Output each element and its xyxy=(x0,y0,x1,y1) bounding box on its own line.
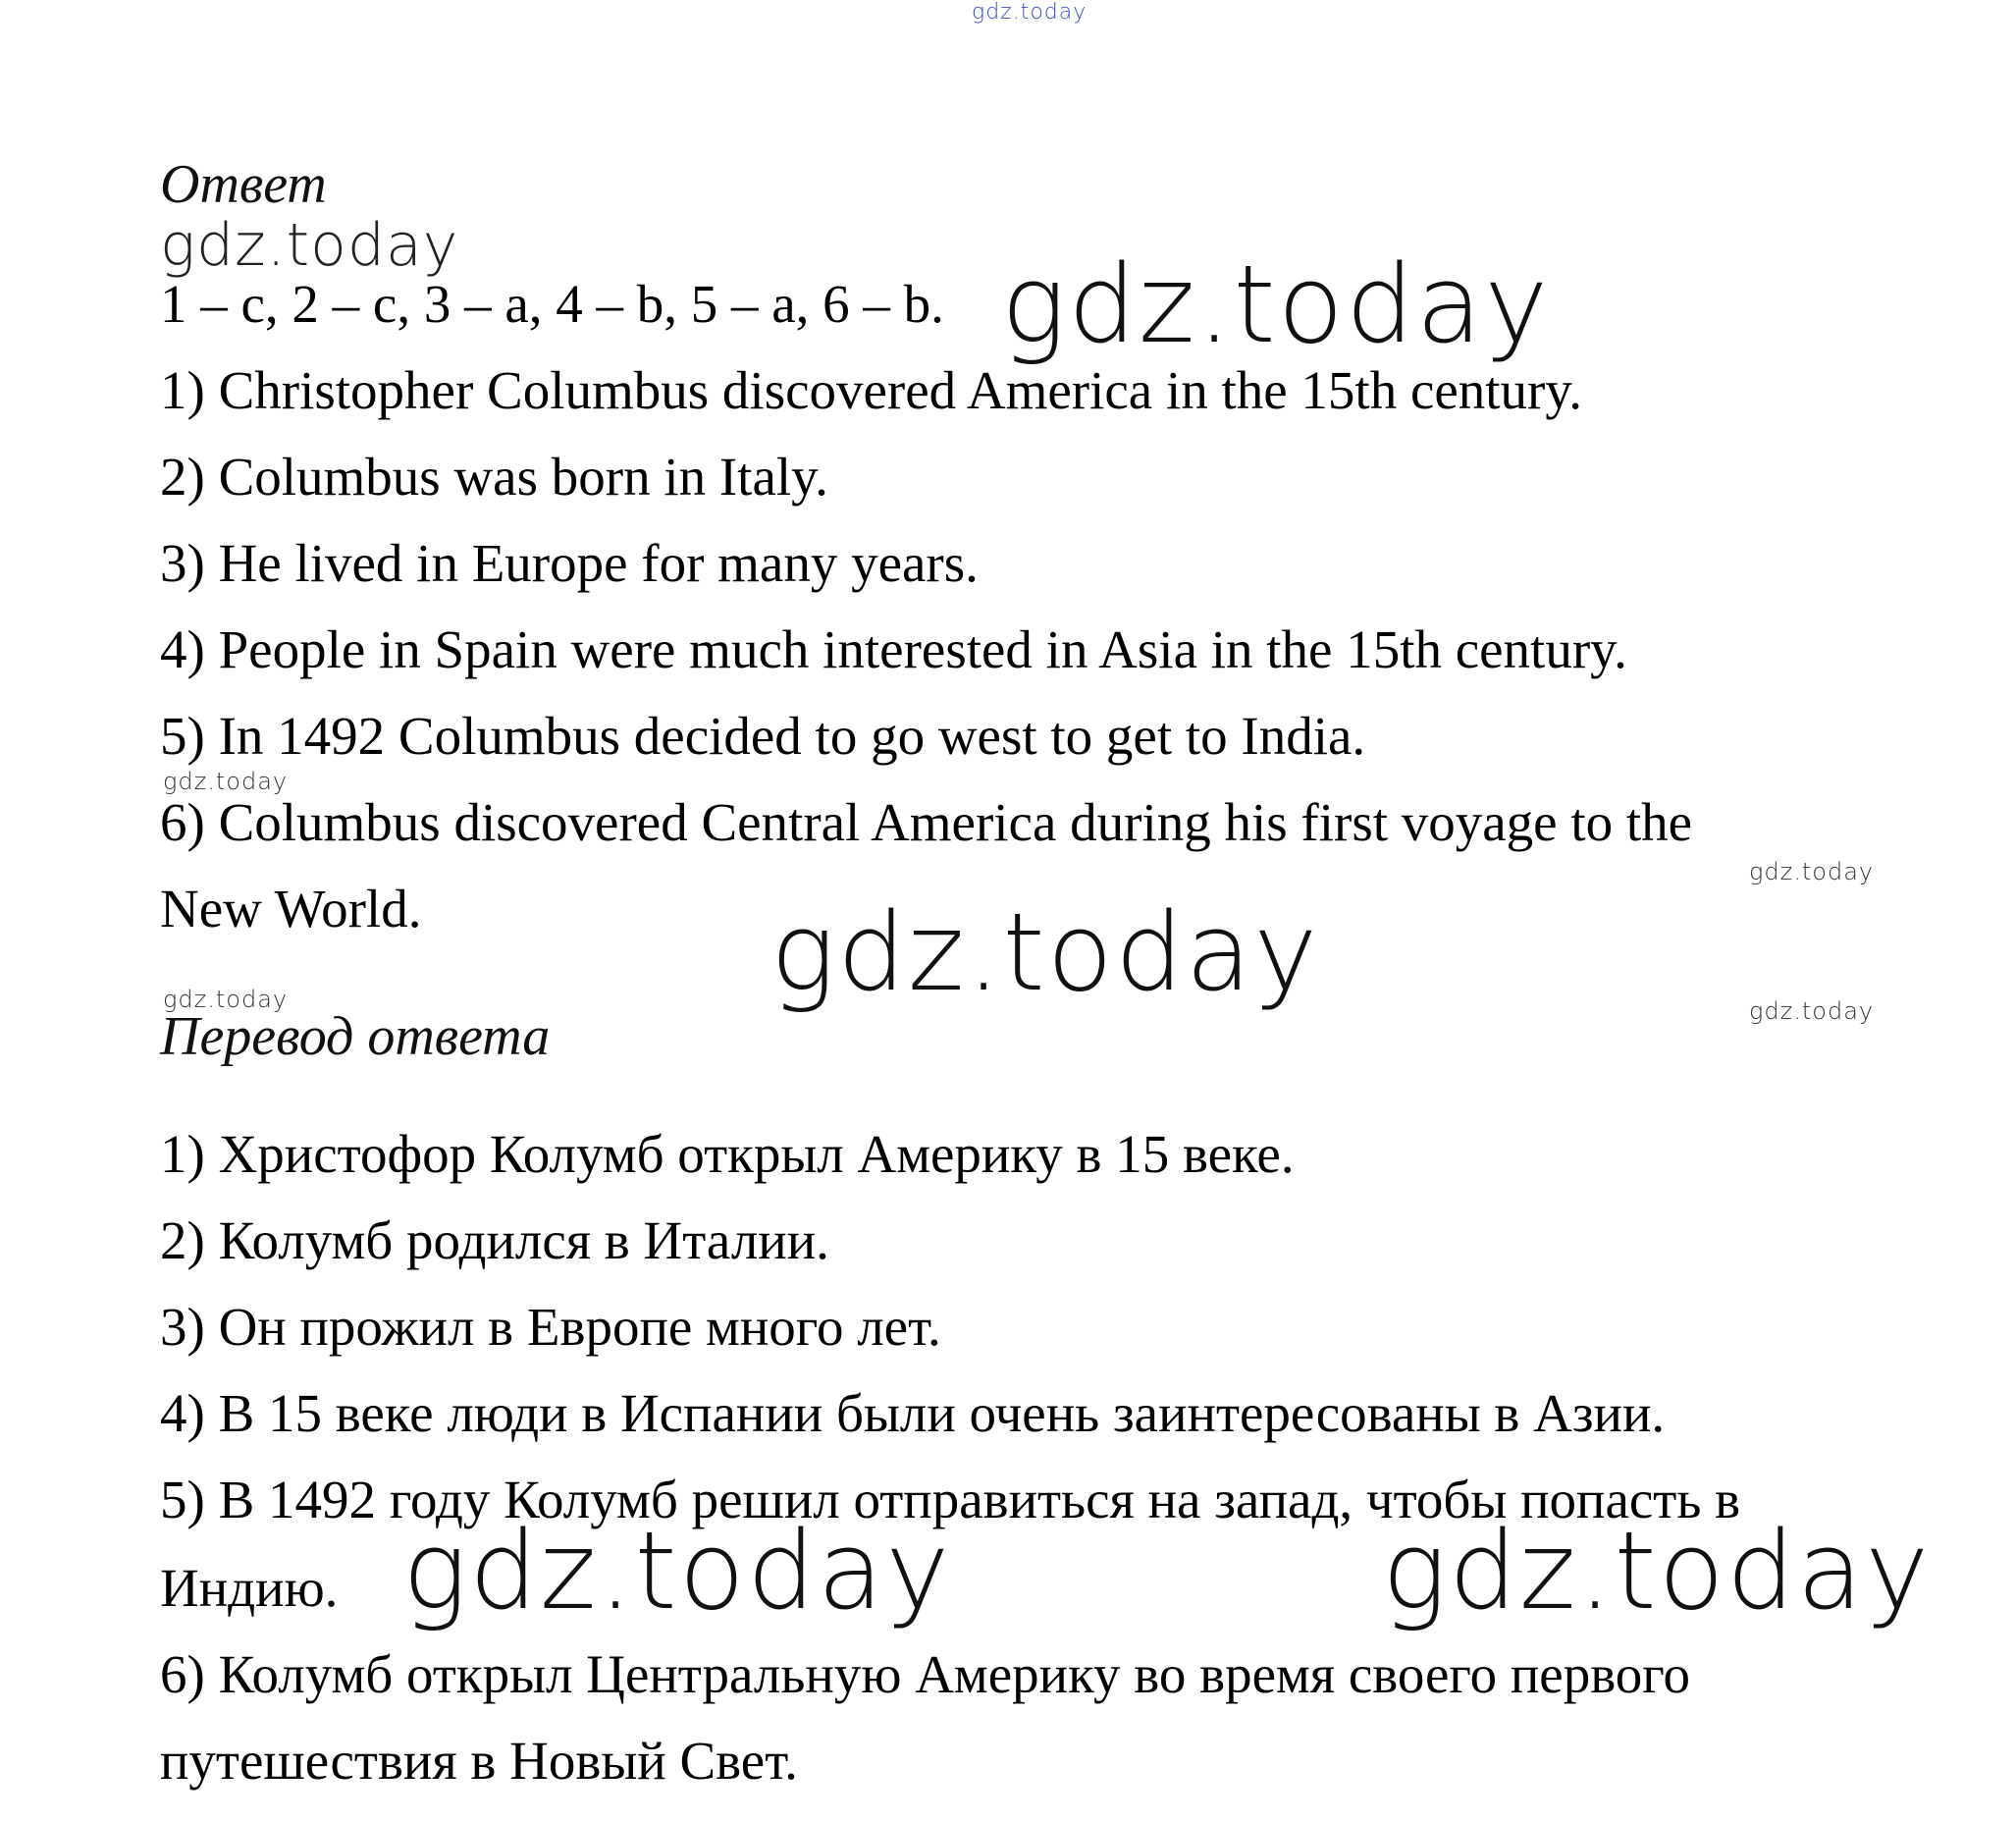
translation-line-5: 5) В 1492 году Колумб решил отправиться на запад, чтобы попасть в xyxy=(160,1470,1741,1529)
answer-line-1: 1) Christopher Columbus discovered America in the 15th century. xyxy=(160,360,1583,420)
answer-line-5: 5) In 1492 Columbus decided to go west to get to India. xyxy=(160,706,1366,766)
answer-line-7: New World. xyxy=(160,879,422,938)
watermark-small: gdz.today xyxy=(163,986,289,1013)
answer-line-4: 4) People in Spain were much interested in Asia in the 15th century. xyxy=(160,619,1627,679)
answer-key: 1 – c, 2 – c, 3 – a, 4 – b, 5 – a, 6 – b. xyxy=(160,274,944,334)
answer-line-6: 6) Columbus discovered Central America during his first voyage to the xyxy=(160,792,1693,852)
translation-line-4: 4) В 15 веке люди в Испании были очень заинтересованы в Азии. xyxy=(160,1383,1666,1443)
translation-line-3: 3) Он прожил в Европе много лет. xyxy=(160,1297,941,1357)
watermark-small: gdz.today xyxy=(163,768,289,795)
watermark-large: gdz.today xyxy=(402,1508,952,1634)
answer-heading: Ответ xyxy=(160,154,327,215)
watermark-medium: gdz.today xyxy=(160,211,459,280)
watermark-small: gdz.today xyxy=(1749,858,1875,885)
translation-line-1: 1) Христофор Колумб открыл Америку в 15 веке. xyxy=(160,1124,1295,1184)
translation-line-8: путешествия в Новый Свет. xyxy=(160,1731,798,1791)
watermark-large: gdz.today xyxy=(770,889,1320,1015)
translation-line-6: Индию. xyxy=(160,1558,339,1618)
translation-line-2: 2) Колумб родился в Италии. xyxy=(160,1210,829,1270)
watermark-top: gdz.today xyxy=(972,0,1088,25)
watermark-large: gdz.today xyxy=(1001,241,1551,367)
translation-heading: Перевод ответа xyxy=(160,1006,551,1067)
watermark-large: gdz.today xyxy=(1382,1508,1932,1634)
answer-line-3: 3) He lived in Europe for many years. xyxy=(160,533,979,593)
translation-line-7: 6) Колумб открыл Центральную Америку во время своего первого xyxy=(160,1644,1690,1704)
watermark-small: gdz.today xyxy=(1749,997,1875,1025)
answer-line-2: 2) Columbus was born in Italy. xyxy=(160,447,828,507)
